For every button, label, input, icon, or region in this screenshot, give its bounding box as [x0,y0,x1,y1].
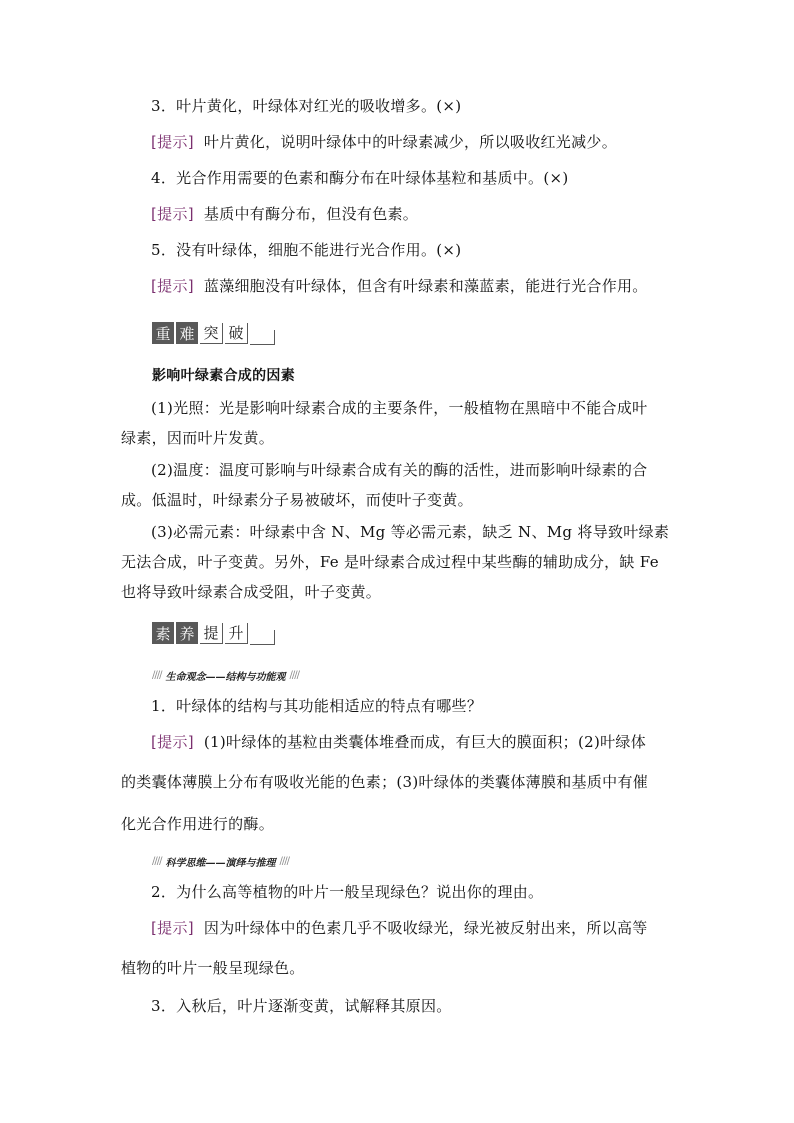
subheading-text: 科学思维——演绎与推理 [165,858,276,869]
hatch-decoration: //// [152,670,162,681]
hint-1-end: 化光合作用进行的酶。 [121,815,275,833]
hint-3 [151,132,677,152]
paragraph-2a: (2)温度：温度可影响与叶绿素合成有关的酶的活性，进而影响叶绿素的合 [151,461,648,479]
subheading-life-concept [152,668,299,683]
paragraph-3a: (3)必需元素：叶绿素中含 N、Mg 等必需元素，缺乏 N、Mg 将导致叶绿素 [151,523,670,541]
hint-label: [提示] [151,133,194,151]
badge-char: 素 [152,622,174,644]
hint-label: [提示] [151,277,194,295]
badge-char: 突 [200,323,223,344]
question-4: 4．光合作用需要的色素和酶分布在叶绿体基粒和基质中。(×) [151,169,569,187]
hint-1-cont: 的类囊体薄膜上分布有吸收光能的色素；(3)叶绿体的类囊体薄膜和基质中有催 [121,773,649,791]
hint-label: [提示] [151,919,194,937]
badge-decoration [250,630,275,645]
question-3b: 3．入秋后，叶片逐渐变黄，试解释其原因。 [151,997,452,1015]
question-3: 3．叶片黄化，叶绿体对红光的吸收增多。(×) [151,97,462,115]
hint-text: 叶片黄化，说明叶绿体中的叶绿素减少，所以吸收红光减少。 [203,133,618,151]
question-5: 5．没有叶绿体，细胞不能进行光合作用。(×) [151,241,462,259]
hint-label: [提示] [151,733,194,751]
paragraph-3c: 也将导致叶绿素合成受阻，叶子变黄。 [121,583,382,601]
hint-2 [151,918,677,938]
hint-text: 因为叶绿体中的色素几乎不吸收绿光，绿光被反射出来，所以高等 [203,919,648,937]
subheading-scientific-thinking [152,854,289,869]
paragraph-3b: 无法合成，叶子变黄。另外，Fe 是叶绿素合成过程中某些酶的辅助成分，缺 Fe [121,553,659,571]
subheading-text: 生命观念——结构与功能观 [165,672,286,683]
question-1: 1．叶绿体的结构与其功能相适应的特点有哪些？ [151,697,483,715]
badge-char: 升 [225,623,248,644]
section-badge-key-points [152,322,275,344]
hint-text: 基质中有酶分布，但没有色素。 [203,205,419,223]
hint-5 [151,276,677,296]
paragraph-2b: 成。低温时，叶绿素分子易被破坏，而使叶子变黄。 [121,491,473,509]
hint-text: (1)叶绿体的基粒由类囊体堆叠而成，有巨大的膜面积；(2)叶绿体 [203,733,647,751]
badge-char: 破 [225,323,248,344]
hint-4 [151,204,677,224]
hint-2-cont: 植物的叶片一般呈现绿色。 [121,959,305,977]
hatch-decoration: //// [279,856,289,867]
badge-decoration [250,330,275,345]
hint-1 [151,732,677,752]
badge-char: 难 [176,322,198,344]
hint-text: 蓝藻细胞没有叶绿体，但含有叶绿素和藻蓝素，能进行光合作用。 [203,277,648,295]
hatch-decoration: //// [289,670,299,681]
badge-char: 提 [200,623,223,644]
question-2: 2．为什么高等植物的叶片一般呈现绿色？说出你的理由。 [151,883,544,901]
hint-label: [提示] [151,205,194,223]
badge-char: 养 [176,622,198,644]
section-title: 影响叶绿素合成的因素 [152,368,295,384]
paragraph-1a: (1)光照：光是影响叶绿素合成的主要条件，一般植物在黑暗中不能合成叶 [151,399,648,417]
hatch-decoration: //// [152,856,162,867]
section-badge-literacy [152,622,275,644]
badge-char: 重 [152,322,174,344]
paragraph-1b: 绿素，因而叶片发黄。 [121,429,275,447]
